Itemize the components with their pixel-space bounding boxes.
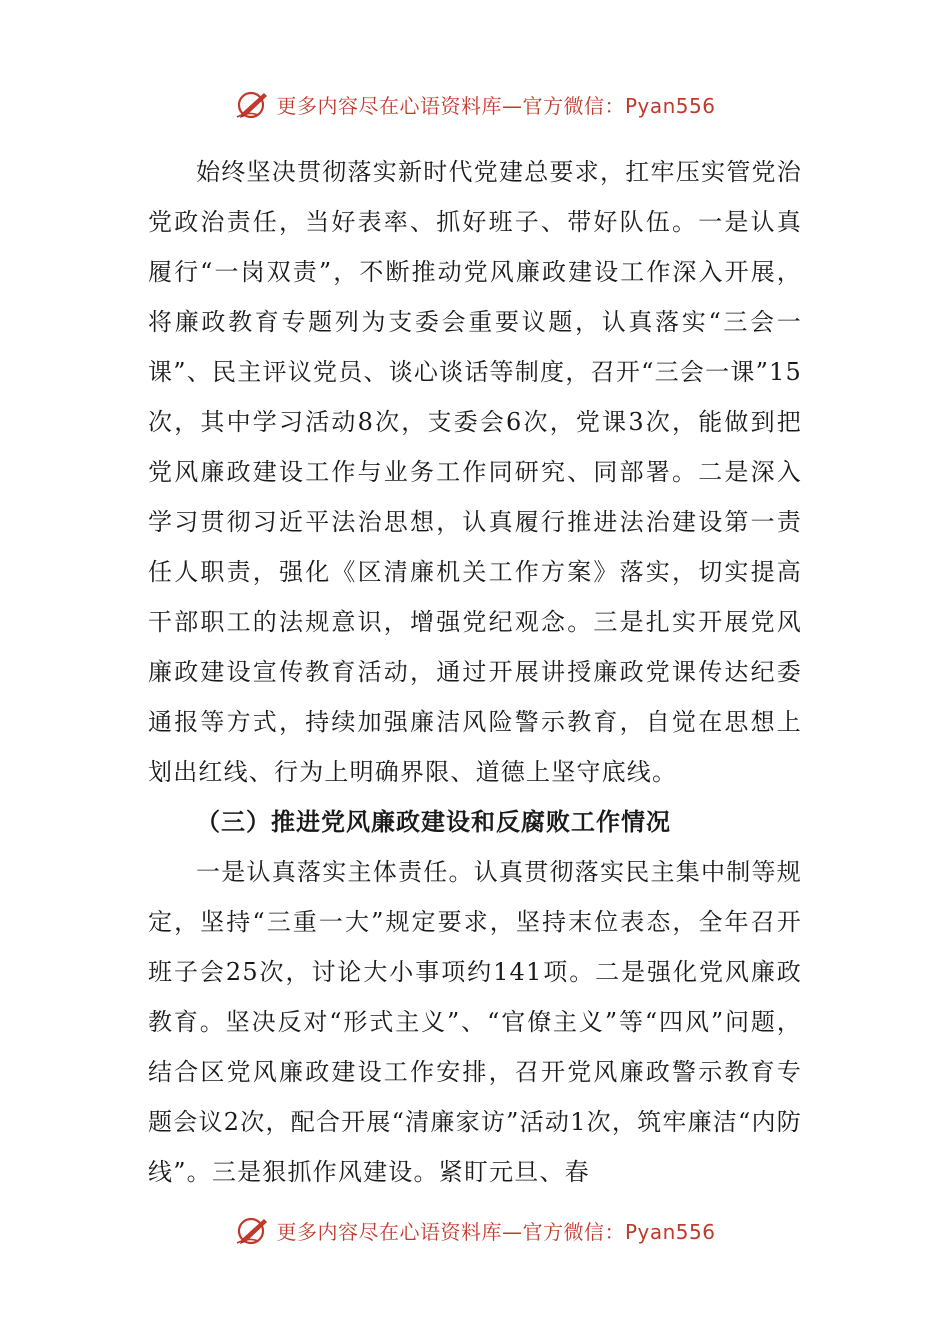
pen-logo-icon (234, 1213, 272, 1247)
pen-logo-icon (234, 87, 272, 121)
section-heading: （三）推进党风廉政建设和反腐败工作情况 (196, 808, 671, 836)
header-watermark-banner (0, 84, 950, 124)
watermark-text: 更多内容尽在心语资料库—官方微信：Pyan556 (276, 93, 716, 118)
body-paragraph-2: 一是认真落实主体责任。认真贯彻落实民主集中制等规定，坚持“三重一大”规定要求，坚持末位表态，全年召开班子会25次，讨论大小事项约141项。二是强化党风廉政教育。坚决反对“形式主义”、“官僚主义”等“四风”问题，结合区党风廉政建设工作安排，召开党风廉政警示教育专题会议2次，配合开展“清廉家访”活动1次，筑牢廉洁“内防线”。三是狠抓作风建设。紧盯元旦、春 (148, 858, 802, 1186)
watermark-text: 更多内容尽在心语资料库—官方微信：Pyan556 (276, 1219, 716, 1244)
document-body (148, 147, 802, 1197)
body-paragraph-1: 始终坚决贯彻落实新时代党建总要求，扛牢压实管党治党政治责任，当好表率、抓好班子、带好队伍。一是认真履行“一岗双责”，不断推动党风廉政建设工作深入开展，将廉政教育专题列为支委会重要议题，认真落实“三会一课”、民主评议党员、谈心谈话等制度，召开“三会一课”15次，其中学习活动8次，支委会6次，党课3次，能做到把党风廉政建设工作与业务工作同研究、同部署。二是深入学习贯彻习近平法治思想，认真履行推进法治建设第一责任人职责，强化《区清廉机关工作方案》落实，切实提高干部职工的法规意识，增强党纪观念。三是扎实开展党风廉政建设宣传教育活动，通过开展讲授廉政党课传达纪委通报等方式，持续加强廉洁风险警示教育，自觉在思想上划出红线、行为上明确界限、道德上坚守底线。 (148, 158, 802, 786)
footer-watermark-banner (0, 1210, 950, 1250)
